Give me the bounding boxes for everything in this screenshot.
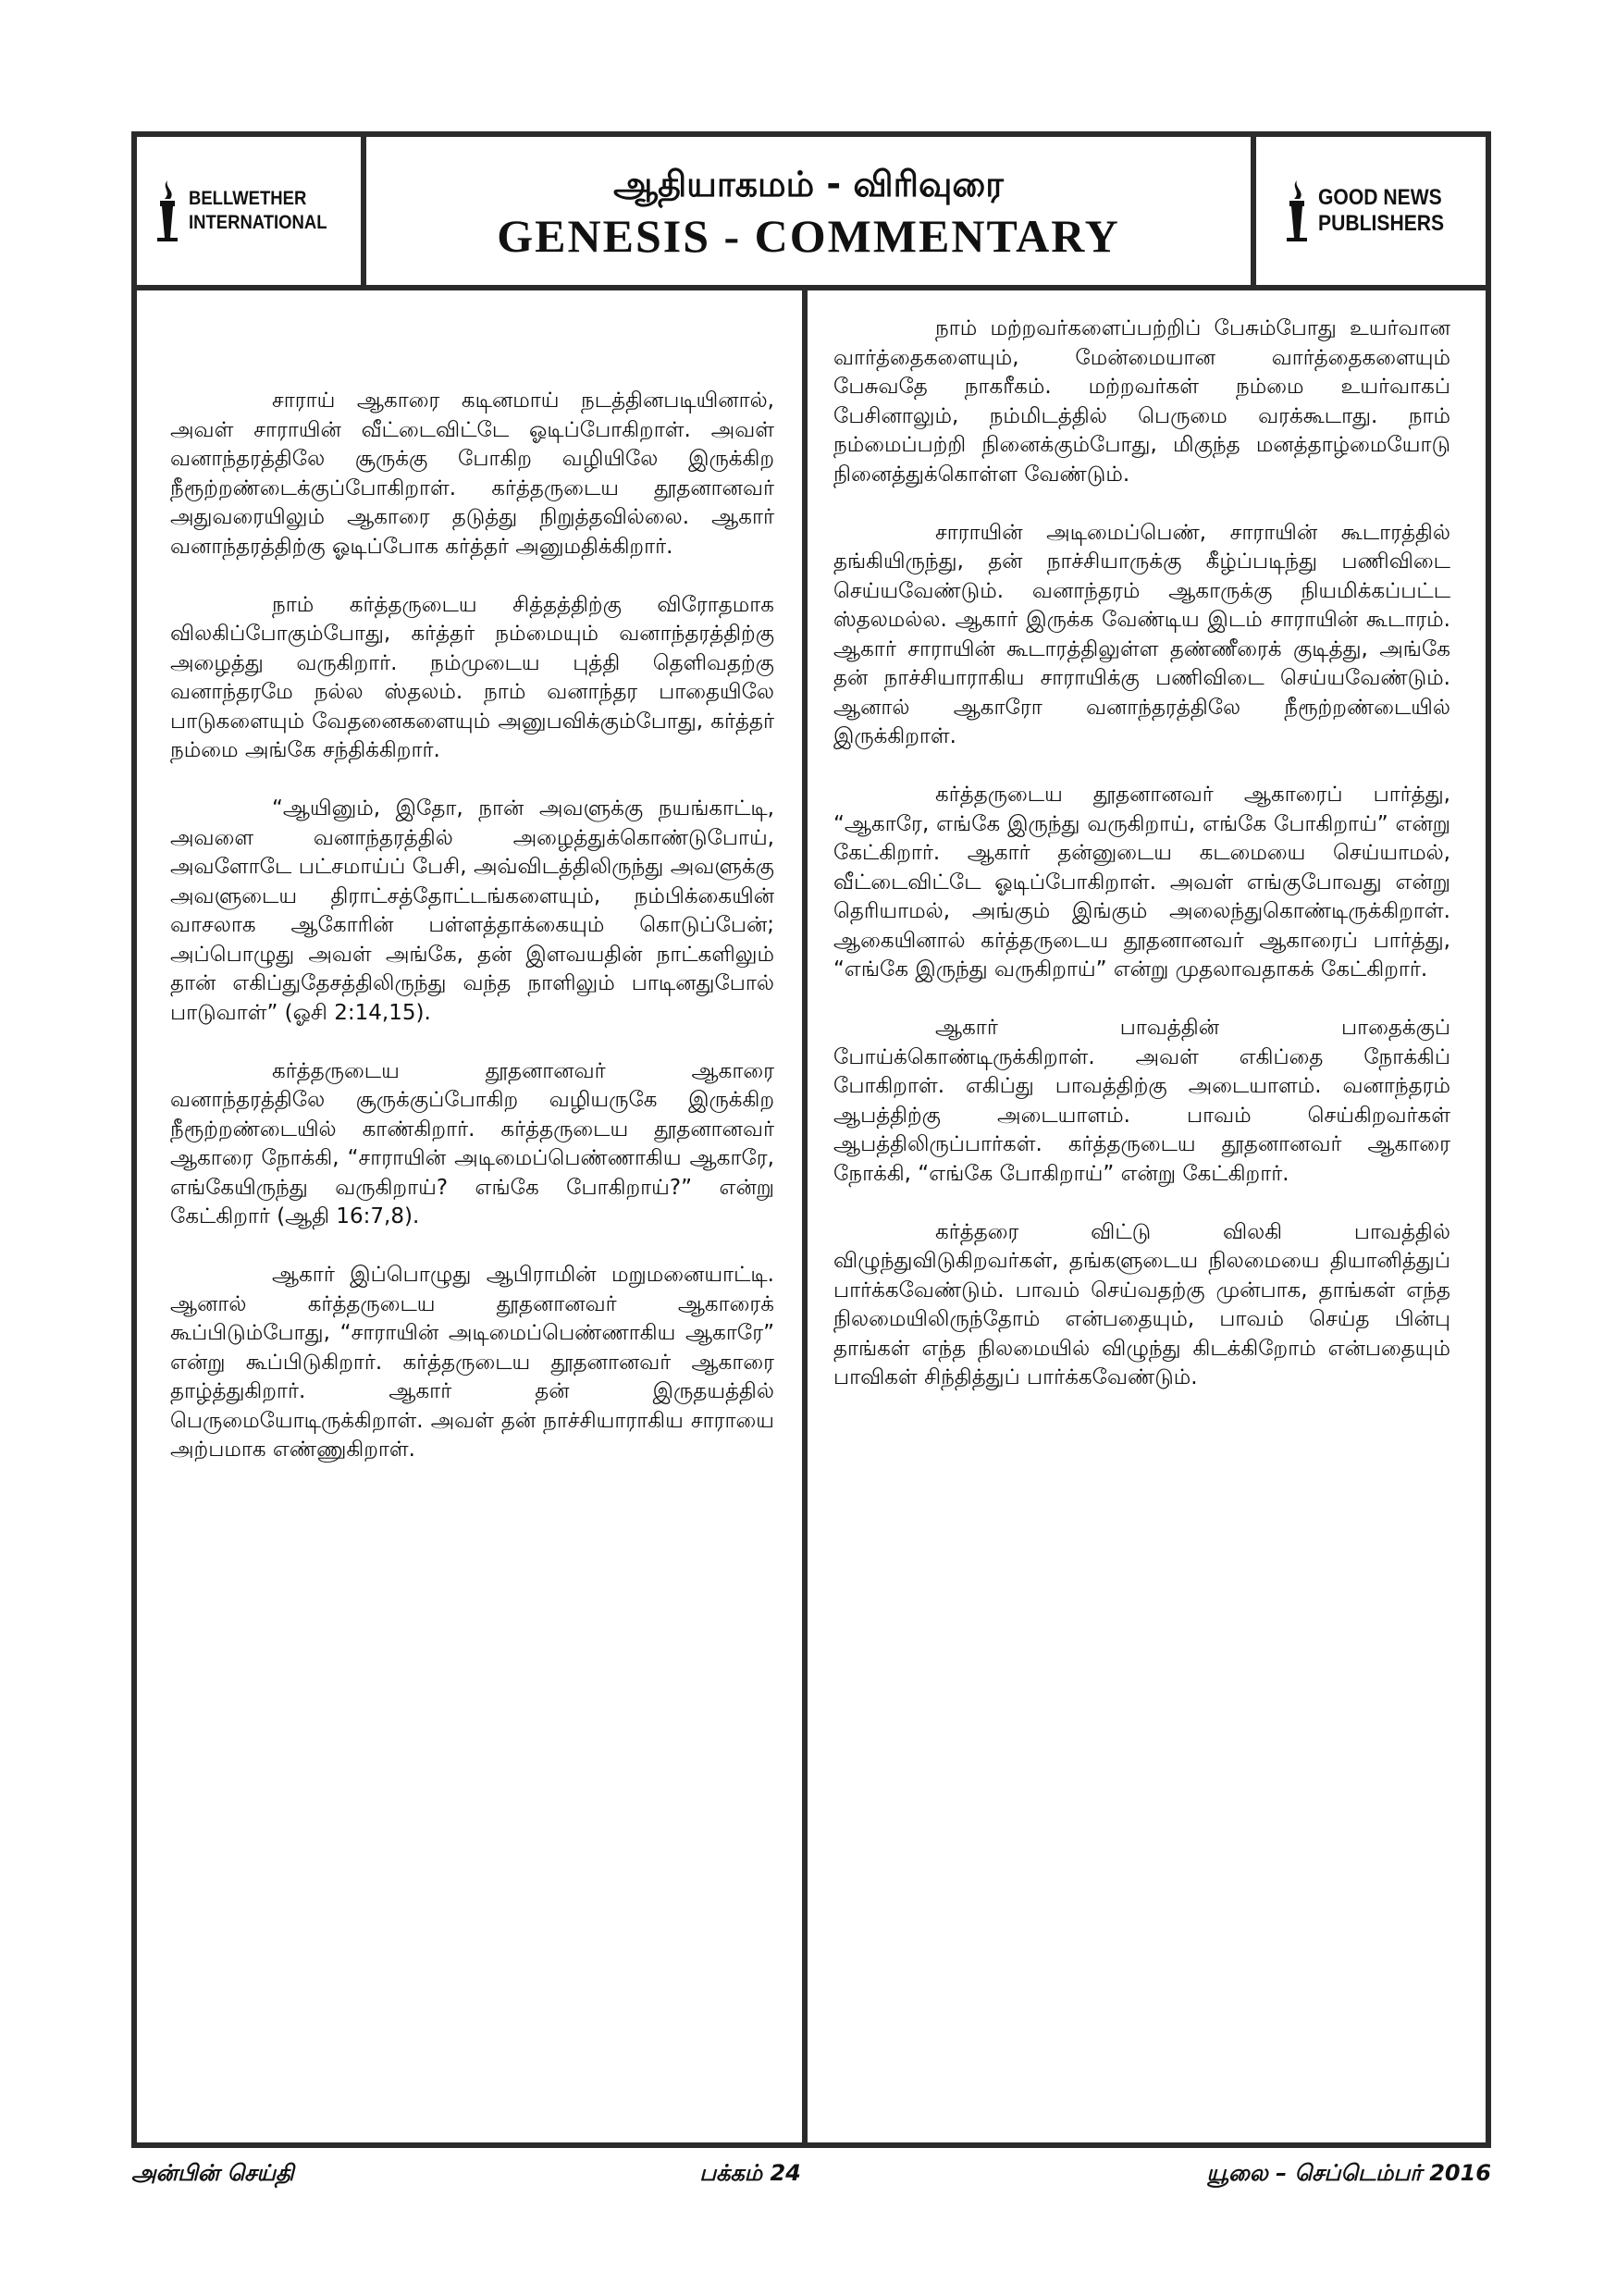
header bbox=[137, 137, 1486, 290]
paragraph: நாம் மற்றவர்களைப்பற்றிப் பேசும்போது உயர்வான வார்த்தைகளையும், மேன்மையான வார்த்தைகளையும் பேசுவதே நாகரீகம். மற்றவர்கள் நம்மை உயர்வாகப் பேசினாலும், நம்மிடத்தில் பெருமை வரக்கூடாது. நாம் நம்மைப்பற்றி நினைக்கும்போது, மிகுந்த மனத்தாழ்மையோடு நினைத்துக்கொள்ள வேண்டும். bbox=[833, 316, 1450, 487]
title-english: GENESIS - COMMENTARY bbox=[497, 210, 1120, 262]
columns bbox=[137, 290, 1486, 2142]
bellwether-logo-cell bbox=[137, 137, 366, 285]
paragraph: கர்த்தரை விட்டு விலகி பாவத்தில் விழுந்துவிடுகிறவர்கள், தங்களுடைய நிலமையை தியானித்துப் பார்க்கவேண்டும். பாவம் செய்வதற்கு முன்பாக, தாங்கள் எந்த நிலமையிலிருந்தோம் என்பதையும், பாவம் செய்த பின்பு தாங்கள் எந்த நிலமையில் விழுந்து கிடக்கிறோம் என்பதையும் பாவிகள் சிந்தித்துப் பார்க்கவேண்டும். bbox=[833, 1219, 1450, 1389]
bellwether-line2: INTERNATIONAL bbox=[189, 212, 327, 233]
bellwether-line1: BELLWETHER bbox=[189, 188, 307, 209]
title-tamil: ஆதியாகமம் - விரிவுரை bbox=[613, 164, 1004, 204]
title-cell bbox=[366, 137, 1256, 285]
good-news-logo bbox=[1281, 179, 1462, 243]
footer-page-number: பக்கம் 24 bbox=[699, 2159, 801, 2186]
footer bbox=[131, 2155, 1491, 2192]
good-news-line2: PUBLISHERS bbox=[1317, 211, 1444, 236]
right-column bbox=[808, 290, 1486, 2142]
page-frame bbox=[131, 131, 1491, 2148]
paragraph: சாராயின் அடிமைப்பெண், சாராயின் கூடாரத்தில் தங்கியிருந்து, தன் நாச்சியாருக்கு கீழ்ப்படிந்து பணிவிடை செய்யவேண்டும். வனாந்தரம் ஆகாருக்கு நியமிக்கப்பட்ட ஸ்தலமல்ல. ஆகார் இருக்க வேண்டிய இடம் சாராயின் கூடாரம். ஆகார் சாராயின் கூடாரத்திலுள்ள தண்ணீரைக் குடித்து, அங்கே தன் நாச்சியாராகிய சாராயிக்கு பணிவிடை செய்யவேண்டும். ஆனால் ஆகாரோ வனாந்தரத்திலே நீரூற்றண்டையில் இருக்கிறாள். bbox=[833, 520, 1450, 748]
footer-issue-date: யூலை – செப்டெம்பர் 2016 bbox=[1206, 2159, 1491, 2186]
paragraph: கர்த்தருடைய தூதனானவர் ஆகாரைப் பார்த்து, “ஆகாரே, எங்கே இருந்து வருகிறாய், எங்கே போகிறாய்” என்று கேட்கிறார். ஆகார் தன்னுடைய கடமையை செய்யாமல், வீட்டைவிட்டே ஓடிப்போகிறாள். அவள் எங்குபோவது என்று தெரியாமல், அங்கும் இங்கும் அலைந்துகொண்டிருக்கிறாள். ஆகையினால் கர்த்தருடைய தூதனானவர் ஆகாரைப் பார்த்து, “எங்கே இருந்து வருகிறாய்” என்று முதலாவதாகக் கேட்கிறார். bbox=[833, 783, 1450, 981]
paragraph: நாம் கர்த்தருடைய சித்தத்திற்கு விரோதமாக விலகிப்போகும்போது, கர்த்தர் நம்மையும் வனாந்தரத்திற்கு அழைத்து வருகிறார். நம்முடைய புத்தி தெளிவதற்கு வனாந்தரமே நல்ல ஸ்தலம். நாம் வனாந்தர பாதையிலே பாடுகளையும் வேதனைகளையும் அனுபவிக்கும்போது, கர்த்தர் நம்மை அங்கே சந்திக்கிறார். bbox=[170, 592, 774, 762]
bellwether-logo bbox=[152, 179, 346, 243]
good-news-logo-text bbox=[1318, 185, 1444, 237]
paragraph: ஆகார் இப்பொழுது ஆபிராமின் மறுமனையாட்டி. ஆனால் கர்த்தருடைய தூதனானவர் ஆகாரைக் கூப்பிடும்போது, “சாராயின் அடிமைப்பெண்ணாகிய ஆகாரே” என்று கூப்பிடுகிறார். கர்த்தருடைய தூதனானவர் ஆகாரை தாழ்த்துகிறார். ஆகார் தன் இருதயத்தில் பெருமையோடிருக்கிறாள். அவள் தன் நாச்சியாராகிய சாராயை அற்பமாக எண்ணுகிறாள். bbox=[170, 1263, 774, 1462]
paragraph: சாராய் ஆகாரை கடினமாய் நடத்தினபடியினால், அவள் சாராயின் வீட்டைவிட்டே ஓடிப்போகிறாள். அவள் வனாந்தரத்திலே சூருக்கு போகிற வழியிலே இருக்கிற நீரூற்றண்டைக்குப்போகிறாள். கர்த்தருடைய தூதனானவர் அதுவரையிலும் ஆகாரை தடுத்து நிறுத்தவில்லை. ஆகார் வனாந்தரத்திற்கு ஓடிப்போக கர்த்தர் அனுமதிக்கிறார். bbox=[170, 389, 774, 559]
torch-icon bbox=[152, 179, 183, 243]
footer-magazine-name: அன்பின் செய்தி bbox=[131, 2159, 294, 2186]
torch-icon bbox=[1281, 179, 1313, 243]
left-column bbox=[137, 290, 808, 2142]
good-news-logo-cell bbox=[1256, 137, 1486, 285]
paragraph: ஆகார் பாவத்தின் பாதைக்குப் போய்க்கொண்டிருக்கிறாள். அவள் எகிப்தை நோக்கிப் போகிறாள். எகிப்து பாவத்திற்கு அடையாளம். வனாந்தரம் ஆபத்திற்கு அடையாளம். பாவம் செய்கிறவர்கள் ஆபத்திலிருப்பார்கள். கர்த்தருடைய தூதனானவர் ஆகாரை நோக்கி, “எங்கே போகிறாய்” என்று கேட்கிறார். bbox=[833, 1016, 1450, 1186]
good-news-line1: GOOD NEWS bbox=[1317, 185, 1442, 210]
paragraph: கர்த்தருடைய தூதனானவர் ஆகாரை வனாந்தரத்திலே சூருக்குப்போகிற வழியருகே இருக்கிற நீரூற்றண்டையில் காண்கிறார். கர்த்தருடைய தூதனானவர் ஆகாரை நோக்கி, “சாராயின் அடிமைப்பெண்ணாகிய ஆகாரே, எங்கேயிருந்து வருகிறாய்? எங்கே போகிறாய்?” என்று கேட்கிறார் (ஆதி 16:7,8). bbox=[170, 1058, 774, 1228]
paragraph: “ஆயினும், இதோ, நான் அவளுக்கு நயங்காட்டி, அவளை வனாந்தரத்தில் அழைத்துக்கொண்டுபோய், அவளோடே பட்சமாய்ப் பேசி, அவ்விடத்திலிருந்து அவளுக்கு அவளுடைய திராட்சத்தோட்டங்களையும், நம்பிக்கையின் வாசலாக ஆகோரின் பள்ளத்தாக்கையும் கொடுப்பேன்; அப்பொழுது அவள் அங்கே, தன் இளவயதின் நாட்களிலும் தான் எகிப்துதேசத்திலிருந்து வந்த நாளிலும் பாடினதுபோல் பாடுவாள்” (ஓசி 2:14,15). bbox=[170, 796, 774, 1025]
bellwether-logo-text bbox=[189, 187, 327, 235]
